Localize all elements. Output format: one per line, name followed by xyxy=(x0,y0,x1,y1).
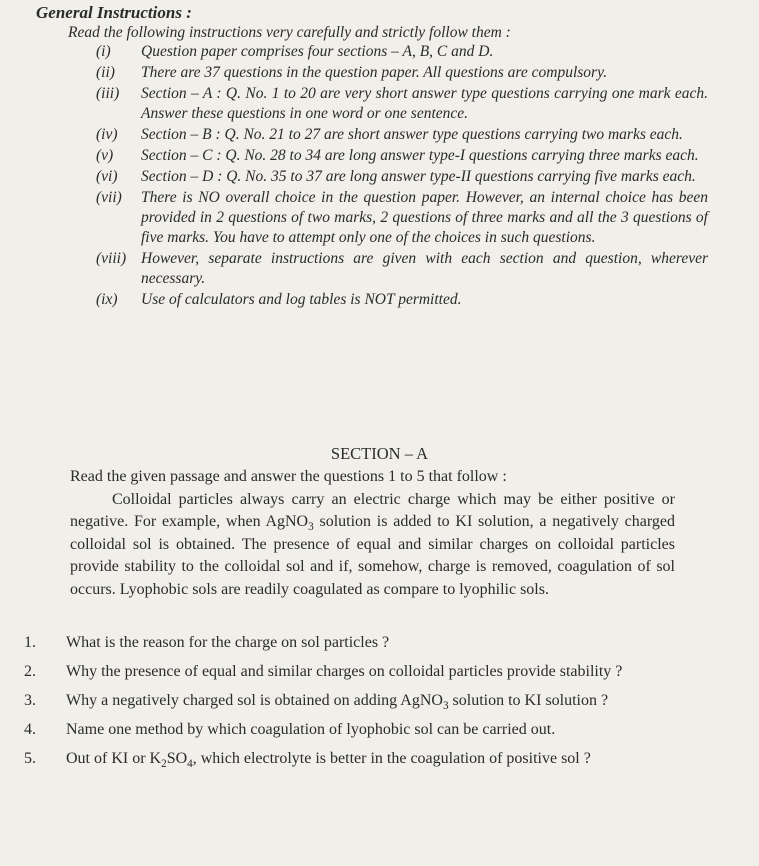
question-text-pre: Why a negatively charged sol is obtained on adding AgNO xyxy=(66,692,443,709)
instruction-text: Use of calculators and log tables is NOT permitted. xyxy=(141,291,462,308)
instruction-item xyxy=(96,167,708,187)
question-text: Name one method by which coagulation of lyophobic sol can be carried out. xyxy=(66,721,556,738)
passage-subscript: 3 xyxy=(308,521,314,534)
instruction-number: (v) xyxy=(96,147,114,164)
question-number: 1. xyxy=(24,634,36,651)
instruction-item xyxy=(96,84,708,124)
instruction-item xyxy=(96,290,708,310)
question-text xyxy=(66,748,684,769)
questions-list xyxy=(24,632,684,777)
question-text-pre: Out of KI or K xyxy=(66,750,162,767)
section-a-title: SECTION – A xyxy=(330,444,429,463)
instruction-item xyxy=(96,188,708,248)
question-subscript: 4 xyxy=(187,758,193,771)
instruction-text: Section – D : Q. No. 35 to 37 are long answer type-II questions carrying five marks each. xyxy=(141,168,696,185)
instruction-text: Section – C : Q. No. 28 to 34 are long answer type-I questions carrying three marks each. xyxy=(141,147,699,164)
instruction-text: There is NO overall choice in the question paper. However, an internal choice has been provided in 2 questions of two marks, 2 questions of three marks and all the 3 questions of five marks. You have to attempt only one of the choices in such questions. xyxy=(141,189,708,246)
question-item xyxy=(24,632,684,653)
question-subscript: 3 xyxy=(442,700,449,713)
instruction-text: Section – B : Q. No. 21 to 27 are short answer type questions carrying two marks each. xyxy=(141,126,683,143)
instruction-number: (viii) xyxy=(96,250,127,267)
instruction-number: (vi) xyxy=(96,168,118,185)
instruction-text: Section – A : Q. No. 1 to 20 are very short answer type questions carrying one mark each. Answer these questions in one word or one sentence. xyxy=(141,85,708,122)
question-text: Why the presence of equal and similar charges on colloidal particles provide stability ? xyxy=(66,663,623,680)
instruction-number: (iv) xyxy=(96,126,118,143)
question-text-post: , which electrolyte is better in the coagulation of positive sol ? xyxy=(192,750,591,767)
instruction-number: (ix) xyxy=(96,291,118,308)
question-text-post: solution to KI solution ? xyxy=(448,692,609,709)
passage-text-part2: solution is added to KI solution, a negatively charged colloidal sol is obtained. The presence of equal and similar charges on colloidal particles provide stability to the colloidal sol and if, somehow, charge is removed, coagulation of sol occurs. Lyophobic sols are readily coagulated as compare to lyophilic sols. xyxy=(70,513,675,598)
question-number: 5. xyxy=(24,750,36,767)
question-text-mid: SO xyxy=(166,750,188,767)
passage-text-part1: Colloidal particles always carry an electric charge which may be either positive or negative. For example, when AgNO xyxy=(70,490,675,530)
instruction-text: Question paper comprises four sections – A, B, C and D. xyxy=(141,43,494,60)
question-text: What is the reason for the charge on sol particles ? xyxy=(66,634,390,651)
question-item xyxy=(24,661,684,682)
question-item xyxy=(24,690,684,711)
question-number: 4. xyxy=(24,721,36,738)
question-number: 2. xyxy=(24,663,36,680)
question-item xyxy=(24,719,684,740)
instructions-list xyxy=(96,42,708,311)
passage-body xyxy=(70,489,675,602)
passage-intro: Read the given passage and answer the questions 1 to 5 that follow : xyxy=(70,468,507,485)
instruction-item xyxy=(96,125,708,145)
instruction-item xyxy=(96,42,708,62)
instruction-item xyxy=(96,249,708,289)
passage xyxy=(70,466,675,601)
instruction-number: (ii) xyxy=(96,64,115,81)
instruction-number: (iii) xyxy=(96,85,120,102)
general-instructions-heading: General Instructions : xyxy=(36,3,192,22)
instruction-text: However, separate instructions are given with each section and question, wherever necessary. xyxy=(141,250,708,287)
instruction-number: (i) xyxy=(96,43,111,60)
instruction-item xyxy=(96,63,708,83)
instruction-text: There are 37 questions in the question paper. All questions are compulsory. xyxy=(141,64,607,81)
instruction-item xyxy=(96,146,708,166)
instruction-number: (vii) xyxy=(96,189,122,206)
question-subscript: 2 xyxy=(161,758,167,771)
question-number: 3. xyxy=(24,692,36,709)
instructions-intro: Read the following instructions very carefully and strictly follow them : xyxy=(68,24,511,41)
question-text xyxy=(66,690,684,711)
question-item xyxy=(24,748,684,769)
